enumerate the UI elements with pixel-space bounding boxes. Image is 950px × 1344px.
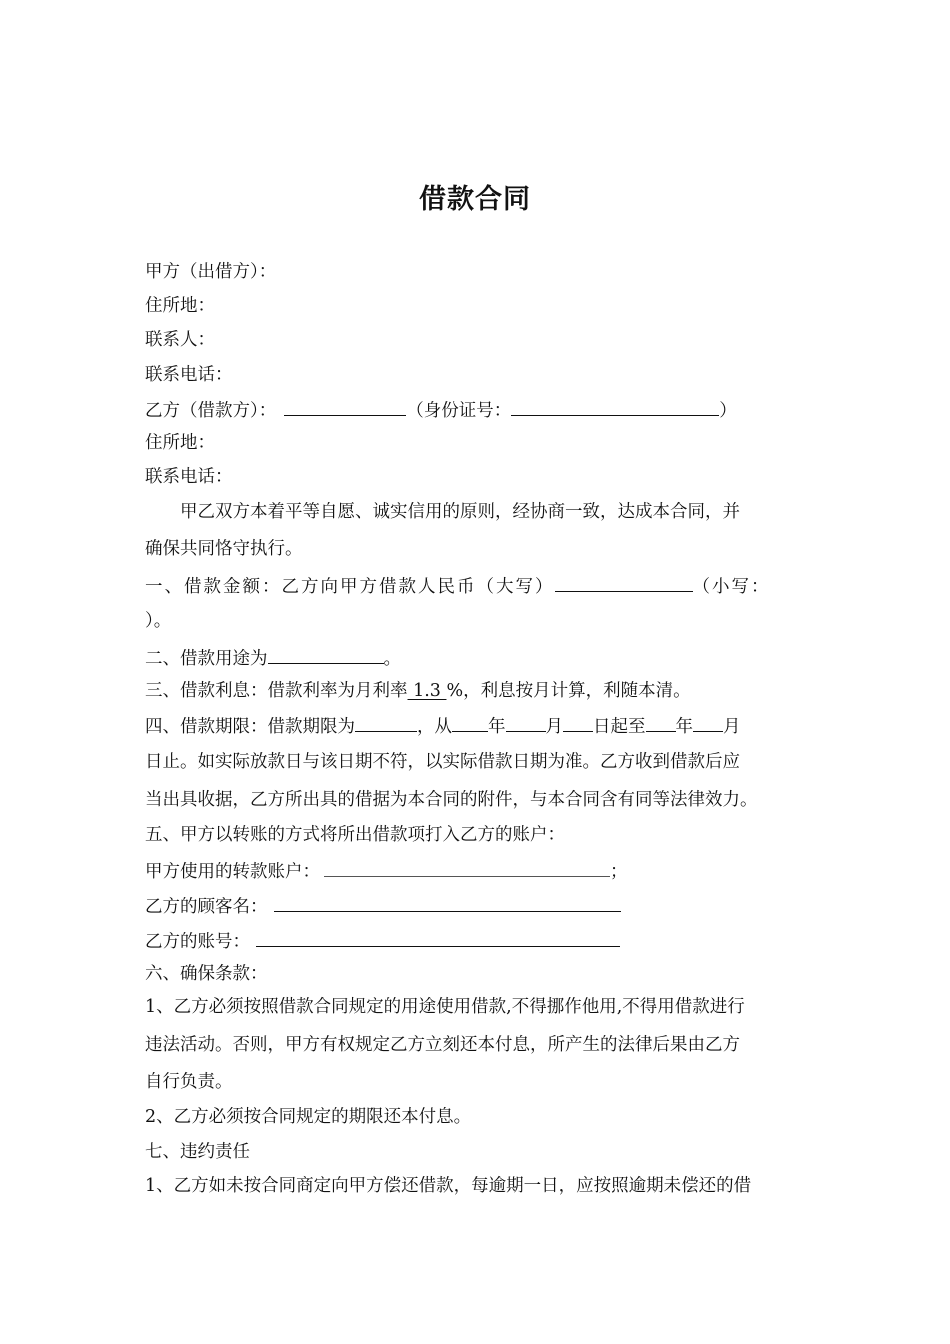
party-b-id-close: ） [719,401,737,421]
clause-1-small-label: （小写： [692,577,771,597]
clause-6-heading: 六、确保条款： [145,964,268,984]
clause-2-text: 二、借款用途为 [145,649,268,669]
clause-6-line [145,960,810,988]
intro-text-2: 确保共同恪守执行。 [145,539,303,559]
account-a-label: 甲方使用的转款账户： [145,862,320,882]
interest-rate-value: 1.3 [407,681,447,701]
party-a-lender-label: 甲方（出借方）： [145,262,277,282]
party-b-address-label: 住所地： [145,433,215,453]
clause-4-text-3: 当出具收据，乙方所出具的借据为本合同的附件，与本合同含有同等法律效力。 [145,790,758,810]
loan-term-blank [355,711,417,732]
account-b-label: 乙方的账号： [145,932,250,952]
clause-5-account-b-line [145,926,810,956]
clause-5-text: 五、甲方以转账的方式将所出借款项打入乙方的账户： [145,825,565,845]
start-year-blank [452,711,488,732]
clause-6-1-line-3 [145,1068,810,1096]
clause-3-text: 三、借款利息：借款利率为月利率 [145,681,408,701]
intro-paragraph-line-1 [180,498,845,526]
clause-5-account-a-line [145,856,810,886]
account-a-blank [324,856,610,877]
party-a-lender-line [145,258,810,286]
party-b-address-line [145,429,810,457]
clause-3-line [145,677,810,705]
account-b-blank [256,926,620,947]
party-b-phone-label: 联系电话： [145,467,233,487]
clause-6-1-line-1 [145,993,810,1021]
intro-paragraph-line-2 [145,535,810,563]
end-year-blank [646,711,676,732]
clause-4-from: ，从 [417,717,452,737]
clause-7-line [145,1138,810,1166]
party-a-contact-line [145,326,810,354]
clause-4-day-to: 日起至 [593,717,646,737]
party-b-borrower-label: 乙方（借款方）： [145,401,277,421]
party-a-address-line [145,292,810,320]
clause-4-year: 年 [488,717,506,737]
account-a-end: ； [610,862,628,882]
party-b-name-blank [284,395,406,416]
clause-7-1-line-1 [145,1172,810,1200]
clause-4-year-2: 年 [675,717,693,737]
end-month-blank [693,711,723,732]
clause-1-line [145,571,810,601]
clause-4-line-1 [145,711,810,741]
clause-2-line [145,643,810,673]
start-day-blank [563,711,593,732]
document-title: 借款合同 [419,184,531,215]
intro-text-1: 甲乙双方本着平等自愿、诚实信用的原则，经协商一致，达成本合同，并 [180,502,740,522]
clause-1-end: ）。 [145,611,172,631]
party-a-address-label: 住所地： [145,296,215,316]
clause-4-text: 四、借款期限：借款期限为 [145,717,355,737]
party-a-phone-line [145,361,810,389]
clause-4-line-2 [145,748,810,776]
clause-4-month-2: 月 [723,717,741,737]
clause-1-text: 一、借款金额：乙方向甲方借款人民币（大写） [145,577,555,597]
clause-6-1-text-3: 自行负责。 [145,1072,233,1092]
name-b-blank [274,891,621,912]
party-b-phone-line [145,463,810,491]
clause-1-line-2 [145,607,810,635]
clause-4-text-2: 日止。如实际放款日与该日期不符，以实际借款日期为准。乙方收到借款后应 [145,752,740,772]
clause-6-1-text-1: 1、乙方必须按照借款合同规定的用途使用借款,不得挪作他用,不得用借款进行 [145,997,745,1017]
name-b-label: 乙方的顾客名： [145,897,268,917]
party-a-contact-label: 联系人： [145,330,215,350]
amount-uppercase-blank [555,571,693,592]
party-b-id-label: （身份证号： [406,401,512,421]
clause-7-heading: 七、违约责任 [145,1142,250,1162]
clause-6-2-text: 2、乙方必须按合同规定的期限还本付息。 [145,1107,472,1127]
party-b-id-blank [511,395,719,416]
loan-purpose-blank [268,643,384,664]
clause-4-line-3 [145,786,810,814]
clause-6-1-text-2: 违法活动。否则，甲方有权规定乙方立刻还本付息，所产生的法律后果由乙方 [145,1035,740,1055]
party-b-borrower-line [145,395,810,425]
clause-4-month: 月 [545,717,563,737]
clause-6-1-line-2 [145,1031,810,1059]
party-a-phone-label: 联系电话： [145,365,233,385]
clause-6-2-line [145,1103,810,1131]
clause-3-suffix: %，利息按月计算，利随本清。 [446,681,691,701]
clause-7-1-text-1: 1、乙方如未按合同商定向甲方偿还借款，每逾期一日，应按照逾期未偿还的借 [145,1176,752,1196]
clause-2-end: 。 [383,649,401,669]
clause-5-name-b-line [145,891,810,921]
clause-5-line [145,821,810,849]
start-month-blank [506,711,546,732]
